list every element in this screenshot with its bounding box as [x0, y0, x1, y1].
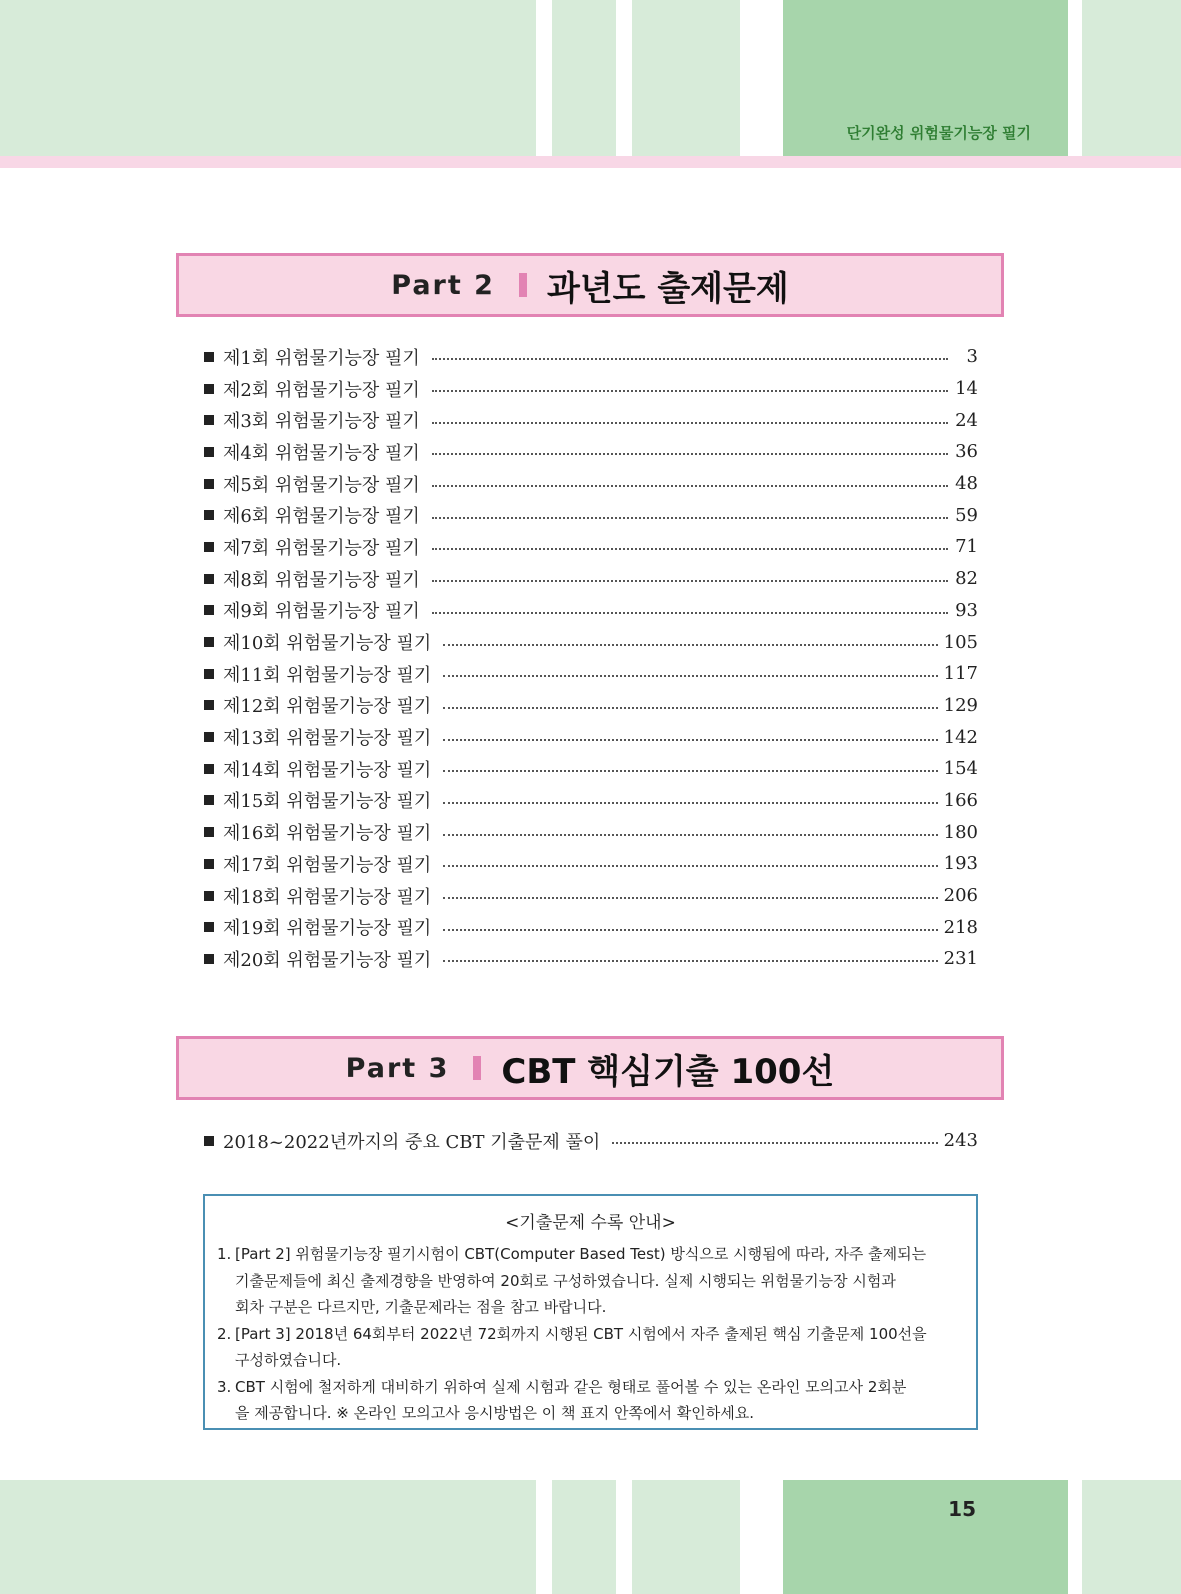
toc-page: 117: [943, 663, 978, 685]
toc-item[interactable]: 제15회 위험물기능장 필기 166: [204, 785, 978, 817]
toc-page: 105: [943, 631, 978, 653]
part3-banner: [176, 1036, 1004, 1100]
toc-item[interactable]: 제20회 위험물기능장 필기 231: [204, 943, 978, 975]
toc-page: 166: [943, 789, 978, 811]
toc-page: 24: [955, 409, 978, 431]
bullet-square-icon: [204, 542, 214, 552]
dot-leader: [432, 421, 948, 424]
bullet-square-icon: [204, 795, 214, 805]
toc-item[interactable]: 제7회 위험물기능장 필기 71: [204, 531, 978, 563]
bullet-square-icon: [204, 384, 214, 394]
dot-leader: [443, 674, 937, 677]
toc-item[interactable]: 2018~2022년까지의 중요 CBT 기출문제 풀이 243: [204, 1125, 978, 1157]
dot-leader: [443, 928, 937, 931]
notice-item: 2. [Part 3] 2018년 64회부터 2022년 72회까지 시행된 CBT 시험에서 자주 출제된 핵심 기출문제 100선을 구성하였습니다.: [217, 1324, 927, 1369]
dot-leader: [443, 864, 937, 867]
toc-item[interactable]: 제12회 위험물기능장 필기 129: [204, 690, 978, 722]
dot-leader: [612, 1141, 937, 1144]
part3-title: CBT 핵심기출 100선: [501, 1051, 835, 1092]
bullet-square-icon: [204, 1136, 214, 1146]
pink-strip: [0, 156, 1181, 168]
bullet-square-icon: [204, 479, 214, 489]
bottom-band-5: [1082, 1480, 1181, 1594]
bullet-square-icon: [204, 732, 214, 742]
bottom-band-2: [552, 1480, 616, 1594]
bullet-square-icon: [204, 827, 214, 837]
toc-page: 82: [955, 568, 978, 590]
top-band-1: [0, 0, 536, 156]
bottom-band-4: [783, 1480, 1068, 1594]
bottom-band-3: [632, 1480, 740, 1594]
bullet-square-icon: [204, 700, 214, 710]
toc-item[interactable]: 제5회 위험물기능장 필기 48: [204, 468, 978, 500]
top-band-3: [632, 0, 740, 156]
toc-item[interactable]: 제10회 위험물기능장 필기 105: [204, 626, 978, 658]
dot-leader: [432, 547, 948, 550]
dot-leader: [443, 769, 937, 772]
toc-page: 93: [955, 599, 978, 621]
header-title: 단기완성 위험물기능장 필기: [846, 124, 1031, 142]
bullet-square-icon: [204, 891, 214, 901]
toc-page: 180: [943, 821, 978, 843]
toc-page: 59: [955, 504, 978, 526]
dot-leader: [443, 959, 937, 962]
dot-leader: [432, 611, 948, 614]
toc-page: 206: [943, 885, 978, 907]
toc-item[interactable]: 제18회 위험물기능장 필기 206: [204, 880, 978, 912]
bullet-square-icon: [204, 447, 214, 457]
part2-label: Part 2: [391, 269, 495, 301]
top-band-5: [1082, 0, 1181, 156]
toc-item[interactable]: 제17회 위험물기능장 필기 193: [204, 848, 978, 880]
dot-leader: [432, 452, 948, 455]
dot-leader: [443, 833, 937, 836]
notice-item: 3. CBT 시험에 철저하게 대비하기 위하여 실제 시험과 같은 형태로 풀어볼 수 있는 온라인 모의고사 2회분 을 제공합니다. ※ 온라인 모의고사 응시방법은 이 책 표지 안쪽에서 확인하세요.: [217, 1377, 907, 1422]
dot-leader: [443, 706, 937, 709]
toc-page: 154: [943, 758, 978, 780]
toc-item[interactable]: 제3회 위험물기능장 필기 24: [204, 404, 978, 436]
toc-item[interactable]: 제14회 위험물기능장 필기 154: [204, 753, 978, 785]
top-band-2: [552, 0, 616, 156]
bullet-square-icon: [204, 352, 214, 362]
bullet-square-icon: [204, 574, 214, 584]
dot-leader: [432, 357, 948, 360]
bullet-square-icon: [204, 605, 214, 615]
dot-leader: [443, 801, 937, 804]
dot-leader: [432, 516, 948, 519]
notice-box: [203, 1194, 978, 1430]
toc-item[interactable]: 제1회 위험물기능장 필기 3: [204, 341, 978, 373]
toc-item[interactable]: 제6회 위험물기능장 필기 59: [204, 499, 978, 531]
toc-page: 36: [955, 441, 978, 463]
bullet-square-icon: [204, 859, 214, 869]
dot-leader: [432, 389, 948, 392]
notice-title: <기출문제 수록 안내>: [505, 1213, 676, 1233]
part3-label: Part 3: [345, 1052, 450, 1084]
bottom-band-1: [0, 1480, 536, 1594]
part2-title: 과년도 출제문제: [546, 268, 789, 309]
dot-leader: [443, 896, 937, 899]
toc-item[interactable]: 제9회 위험물기능장 필기 93: [204, 595, 978, 627]
toc-page: 71: [955, 536, 978, 558]
part2-separator: [519, 273, 527, 297]
page-number: 15: [948, 1497, 976, 1521]
toc-page: 48: [955, 473, 978, 495]
toc-page: 14: [955, 378, 978, 400]
toc-page: 218: [943, 916, 978, 938]
toc-page: 3: [966, 346, 978, 368]
part3-toc: [204, 1125, 978, 1157]
toc-item[interactable]: 제19회 위험물기능장 필기 218: [204, 911, 978, 943]
toc-item[interactable]: 제4회 위험물기능장 필기 36: [204, 436, 978, 468]
notice-item: 1. [Part 2] 위험물기능장 필기시험이 CBT(Computer Based Test) 방식으로 시행됨에 따라, 자주 출제되는 기출문제들에 최신 출제경향을 반영하여 20회로 구성하였습니다. 실제 시행되는 위험물기능장 시험과 회차 구분은 다르지만, 기출문제라는 점을 참고 바랍니다.: [217, 1245, 927, 1316]
toc-page: 129: [943, 694, 978, 716]
toc-page: 142: [943, 726, 978, 748]
dot-leader: [443, 643, 937, 646]
part2-banner: [176, 253, 1004, 317]
dot-leader: [443, 738, 937, 741]
bullet-square-icon: [204, 510, 214, 520]
toc-item[interactable]: 제16회 위험물기능장 필기 180: [204, 816, 978, 848]
toc-item[interactable]: 제13회 위험물기능장 필기 142: [204, 721, 978, 753]
bullet-square-icon: [204, 669, 214, 679]
part2-toc: [204, 341, 978, 975]
dot-leader: [432, 484, 948, 487]
toc-item[interactable]: 제11회 위험물기능장 필기 117: [204, 658, 978, 690]
toc-item[interactable]: 제2회 위험물기능장 필기 14: [204, 373, 978, 405]
toc-page: 231: [943, 948, 978, 970]
bullet-square-icon: [204, 415, 214, 425]
toc-item[interactable]: 제8회 위험물기능장 필기 82: [204, 563, 978, 595]
part3-separator: [473, 1056, 481, 1080]
toc-page: 193: [943, 853, 978, 875]
dot-leader: [432, 579, 948, 582]
bullet-square-icon: [204, 922, 214, 932]
bullet-square-icon: [204, 637, 214, 647]
toc-page: 243: [943, 1130, 978, 1152]
bullet-square-icon: [204, 764, 214, 774]
bullet-square-icon: [204, 954, 214, 964]
